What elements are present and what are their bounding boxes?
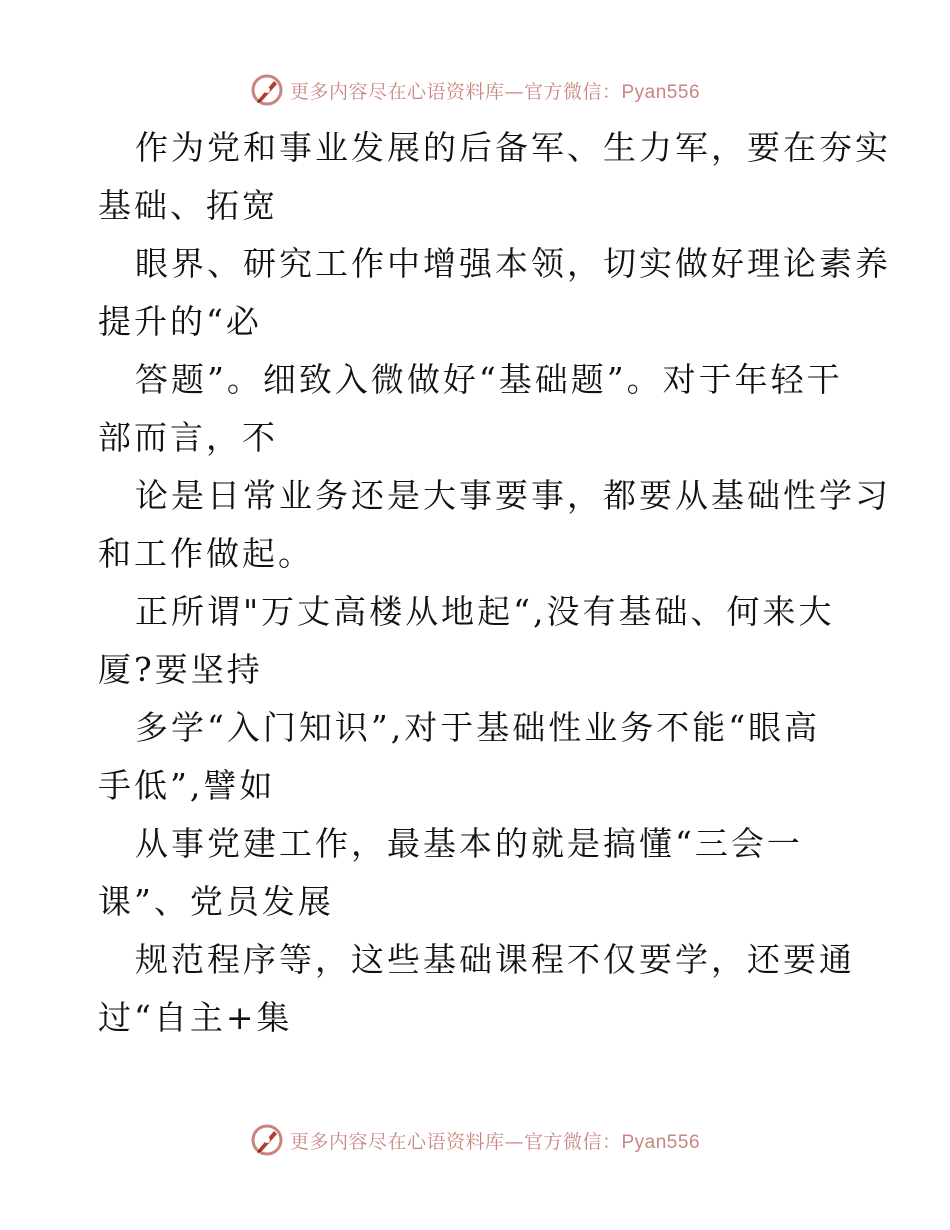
watermark-text: 更多内容尽在心语资料库—官方微信：Pyan556 xyxy=(289,1130,701,1153)
paragraph: 从事党建工作，最基本的就是搞懂“三会一 课”、党员发展 xyxy=(98,824,803,921)
paragraph: 答题”。细致入微做好“基础题”。对于年轻干 部而言，不 xyxy=(98,360,843,457)
footer-watermark xyxy=(0,1120,950,1160)
paragraph: 多学“入门知识”,对于基础性业务不能“眼高 手低”,譬如 xyxy=(98,708,821,805)
watermark-text: 更多内容尽在心语资料库—官方微信：Pyan556 xyxy=(289,80,701,103)
paragraph: 正所谓"万丈高楼从地起“,没有基础、何来大 厦?要坚持 xyxy=(98,592,835,689)
paragraph: 眼界、研究工作中增强本领，切实做好理论素养 提升的“必 xyxy=(98,244,891,341)
document-body xyxy=(98,119,891,1047)
quill-pen-logo-icon xyxy=(250,73,284,107)
paragraph: 规范程序等，这些基础课程不仅要学，还要通 过“自主+集 xyxy=(98,940,855,1037)
paragraph: 作为党和事业发展的后备军、生力军，要在夯实 基础、拓宽 xyxy=(98,128,891,225)
header-watermark xyxy=(0,70,950,110)
quill-pen-logo-icon xyxy=(250,1123,284,1157)
paragraph: 论是日常业务还是大事要事，都要从基础性学习 和工作做起。 xyxy=(98,476,891,573)
